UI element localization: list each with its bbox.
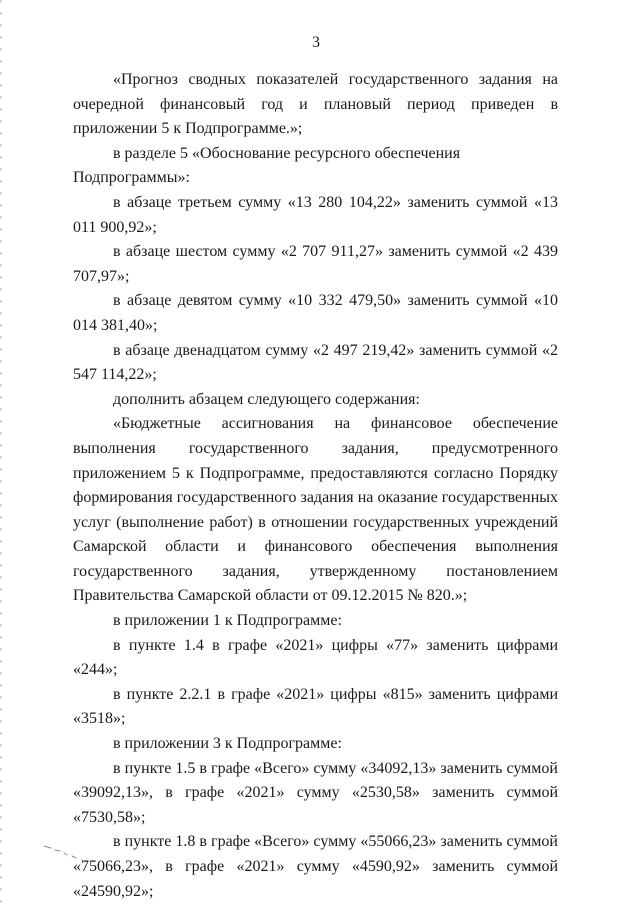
paragraph-amendment-third: в абзаце третьем сумму «13 280 104,22» заменить суммой «13 011 900,92»; — [73, 193, 558, 236]
paragraph-point-1-4: в пункте 1.4 в графе «2021» цифры «77» заменить цифрами «244»; — [73, 636, 558, 679]
paragraph-section-5-heading: в разделе 5 «Обоснование ресурсного обеспечения Подпрограммы»: — [73, 144, 461, 187]
page-number: 3 — [312, 34, 320, 51]
paragraph-add-clause: дополнить абзацем следующего содержания: — [113, 390, 420, 408]
paragraph-budget-allocations: «Бюджетные ассигнования на финансовое обеспечение выполнения государственного задания, предусмотренного приложением 5 к Подпрограмме, предоставляются согласно Порядку формирования государственного задания на оказание государственных услуг (выполнение работ) в отношении государственных учреждений Самарской области и финансового обеспечения выполнения государственного задания, утвержденному постановлением Правительства Самарской области от 09.12.2015 № 820.»; — [73, 415, 558, 605]
paragraph-amendment-twelfth: в абзаце двенадцатом сумму «2 497 219,42» заменить суммой «2 547 114,22»; — [73, 341, 558, 384]
document-body — [73, 68, 558, 904]
paragraph-point-1-5: в пункте 1.5 в графе «Всего» сумму «34092,13» заменить суммой «39092,13», в графе «2021» сумму «2530,58» заменить суммой «7530,58»; — [73, 759, 558, 826]
paragraph-amendment-sixth: в абзаце шестом сумму «2 707 911,27» заменить суммой «2 439 707,97»; — [73, 243, 558, 285]
paragraph-point-2-2-1: в пункте 2.2.1 в графе «2021» цифры «815» заменить цифрами «3518»; — [73, 685, 558, 728]
paragraph-forecast-appendix: «Прогноз сводных показателей государственного задания на очередной финансовый год и плановый период приведен в приложении 5 к Подпрограмме.»; — [73, 71, 558, 138]
paragraph-point-1-8: в пункте 1.8 в графе «Всего» сумму «55066,23» заменить суммой «75066,23», в графе «2021» сумму «4590,92» заменить суммой «24590,92»; — [73, 833, 558, 900]
scan-edge-mark — [0, 0, 6, 905]
scan-artifact-mark — [42, 842, 94, 864]
paragraph-amendment-ninth: в абзаце девятом сумму «10 332 479,50» заменить суммой «10 014 381,40»; — [73, 292, 558, 334]
paragraph-appendix-3-heading: в приложении 3 к Подпрограмме: — [113, 735, 342, 753]
paragraph-appendix-1-heading: в приложении 1 к Подпрограмме: — [113, 612, 342, 630]
